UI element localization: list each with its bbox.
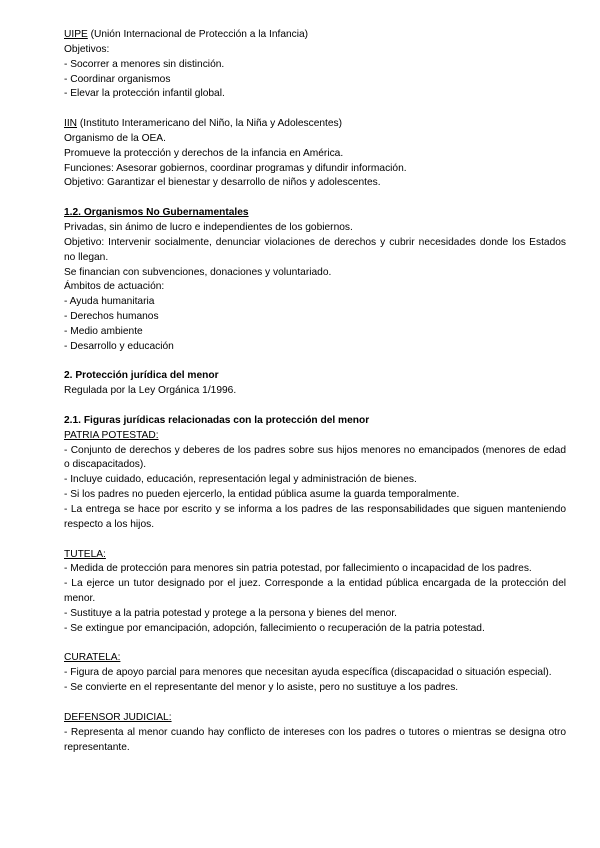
figuras-heading: 2.1. Figuras jurídicas relacionadas con la protección del menor [64, 414, 370, 426]
uipe-objectives-label: Objetivos: [64, 43, 110, 55]
iin-abbr: IIN [64, 118, 78, 130]
ong-objective: Objetivo: Intervenir socialmente, denunciar violaciones de derechos y cubrir necesidades donde los Estados no llegan. [64, 236, 566, 263]
tutela-item: - Medida de protección para menores sin patria potestad, por fallecimiento o incapacidad de los padres. [64, 563, 532, 575]
iin-title [64, 117, 566, 132]
tutela-item: - Sustituye a la patria potestad y protege a la persona y bienes del menor. [64, 607, 397, 619]
ong-area-item: - Desarrollo y educación [64, 340, 174, 352]
proteccion-heading: 2. Protección jurídica del menor [64, 370, 219, 382]
uipe-item: - Elevar la protección infantil global. [64, 88, 225, 100]
ong-area-item: - Medio ambiente [64, 325, 143, 337]
iin-line: Objetivo: Garantizar el bienestar y desarrollo de niños y adolescentes. [64, 177, 381, 189]
patria-item: - Si los padres no pueden ejercerlo, la entidad pública asume la guarda temporalmente. [64, 489, 460, 501]
patria-item: - Conjunto de derechos y deberes de los padres sobre sus hijos menores no emancipados (menores de edad o discapacitados). [64, 444, 566, 471]
ong-heading: 1.2. Organismos No Gubernamentales [64, 207, 249, 219]
patria-title: PATRIA POTESTAD: [64, 429, 159, 441]
uipe-name: (Unión Internacional de Protección a la Infancia) [87, 29, 309, 40]
ong-area-item: - Derechos humanos [64, 311, 159, 323]
iin-line: Funciones: Asesorar gobiernos, coordinar programas y difundir información. [64, 162, 407, 174]
curatela-item: - Figura de apoyo parcial para menores que necesitan ayuda específica (discapacidad o situación especial). [64, 667, 552, 679]
ong-areas-label: Ámbitos de actuación: [64, 281, 165, 293]
uipe-abbr: UIPE [64, 29, 88, 40]
curatela-title: CURATELA: [64, 652, 121, 664]
patria-item: - Incluye cuidado, educación, representación legal y administración de bienes. [64, 474, 417, 486]
uipe-item: - Socorrer a menores sin distinción. [64, 58, 225, 70]
iin-line: Promueve la protección y derechos de la infancia en América. [64, 147, 344, 159]
iin-line: Organismo de la OEA. [64, 132, 166, 144]
uipe-title [64, 28, 566, 43]
document-page [64, 28, 566, 755]
tutela-item: - La ejerce un tutor designado por el juez. Corresponde a la entidad pública encargada de la protección del menor. [64, 578, 566, 605]
tutela-title: TUTELA: [64, 548, 106, 560]
ong-line: Privadas, sin ánimo de lucro e independientes de los gobiernos. [64, 221, 353, 233]
uipe-item: - Coordinar organismos [64, 73, 171, 85]
proteccion-line: Regulada por la Ley Orgánica 1/1996. [64, 385, 237, 397]
tutela-item: - Se extingue por emancipación, adopción, fallecimiento o recuperación de la patria potestad. [64, 622, 485, 634]
iin-name: (Instituto Interamericano del Niño, la Niña y Adolescentes) [77, 118, 343, 130]
ong-area-item: - Ayuda humanitaria [64, 296, 155, 308]
defensor-title: DEFENSOR JUDICIAL: [64, 711, 172, 723]
defensor-item: - Representa al menor cuando hay conflicto de intereses con los padres o tutores o mientras se designa otro representante. [64, 726, 566, 753]
curatela-item: - Se convierte en el representante del menor y lo asiste, pero no sustituye a los padres. [64, 682, 459, 694]
ong-financing: Se financian con subvenciones, donaciones y voluntariado. [64, 266, 332, 278]
patria-item: - La entrega se hace por escrito y se informa a los padres de las responsabilidades que siguen manteniendo respecto a los hijos. [64, 504, 566, 530]
